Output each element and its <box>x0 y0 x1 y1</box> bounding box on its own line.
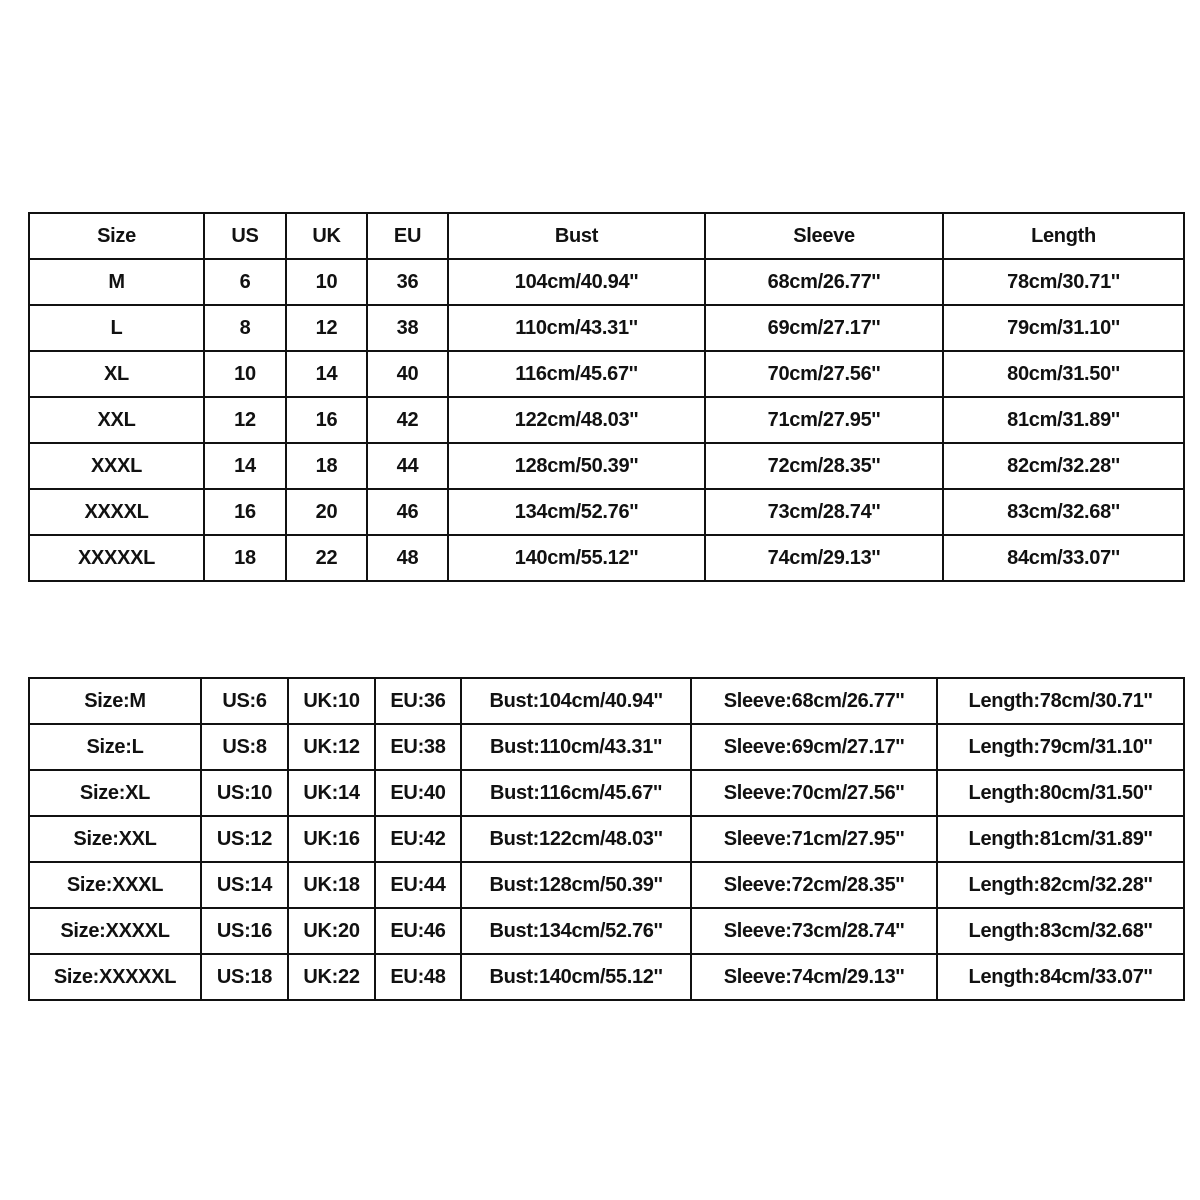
table-cell: Size:XL <box>29 770 201 816</box>
table-cell: 22 <box>286 535 367 581</box>
table-cell: US:18 <box>201 954 288 1000</box>
table-cell: Size:XXXL <box>29 862 201 908</box>
table-row <box>29 724 1184 770</box>
table-row <box>29 489 1184 535</box>
table-cell: UK <box>286 213 367 259</box>
table-cell: 14 <box>204 443 286 489</box>
table-cell: US <box>204 213 286 259</box>
table-cell: US:10 <box>201 770 288 816</box>
table-cell: 16 <box>204 489 286 535</box>
table-cell: UK:18 <box>288 862 375 908</box>
table-cell: US:14 <box>201 862 288 908</box>
table-cell: 40 <box>367 351 448 397</box>
table-cell: Size:XXXXL <box>29 908 201 954</box>
table-row <box>29 816 1184 862</box>
table-cell: XXXXXL <box>29 535 204 581</box>
table-cell: Length:84cm/33.07'' <box>937 954 1184 1000</box>
table-row <box>29 908 1184 954</box>
table-cell: 16 <box>286 397 367 443</box>
table-cell: Size:XXL <box>29 816 201 862</box>
table-cell: UK:16 <box>288 816 375 862</box>
table-cell: Sleeve:73cm/28.74'' <box>691 908 937 954</box>
table-cell: US:16 <box>201 908 288 954</box>
table-row <box>29 535 1184 581</box>
table-cell: 128cm/50.39'' <box>448 443 705 489</box>
table-row <box>29 770 1184 816</box>
table-cell: 81cm/31.89'' <box>943 397 1184 443</box>
table-cell: US:8 <box>201 724 288 770</box>
table-cell: UK:10 <box>288 678 375 724</box>
table-cell: EU:38 <box>375 724 461 770</box>
table-cell: 18 <box>204 535 286 581</box>
table-cell: 116cm/45.67'' <box>448 351 705 397</box>
table-cell: 134cm/52.76'' <box>448 489 705 535</box>
table-cell: Length:81cm/31.89'' <box>937 816 1184 862</box>
table-cell: 73cm/28.74'' <box>705 489 943 535</box>
table-cell: 12 <box>286 305 367 351</box>
table-cell: EU:36 <box>375 678 461 724</box>
table-cell: XXXL <box>29 443 204 489</box>
table-row <box>29 351 1184 397</box>
table-cell: 10 <box>204 351 286 397</box>
table-cell: 36 <box>367 259 448 305</box>
table-cell: Bust:140cm/55.12'' <box>461 954 691 1000</box>
table-cell: EU <box>367 213 448 259</box>
table-row <box>29 305 1184 351</box>
table-cell: Length:79cm/31.10'' <box>937 724 1184 770</box>
table-cell: Sleeve <box>705 213 943 259</box>
table-cell: 44 <box>367 443 448 489</box>
table-cell: 79cm/31.10'' <box>943 305 1184 351</box>
table-row <box>29 397 1184 443</box>
table-cell: 122cm/48.03'' <box>448 397 705 443</box>
table-cell: 10 <box>286 259 367 305</box>
table-cell: UK:14 <box>288 770 375 816</box>
table-cell: 48 <box>367 535 448 581</box>
table-cell: Length:82cm/32.28'' <box>937 862 1184 908</box>
table-cell: Length:80cm/31.50'' <box>937 770 1184 816</box>
table-cell: 83cm/32.68'' <box>943 489 1184 535</box>
table-cell: 72cm/28.35'' <box>705 443 943 489</box>
table-cell: 82cm/32.28'' <box>943 443 1184 489</box>
table-row <box>29 862 1184 908</box>
table-cell: 74cm/29.13'' <box>705 535 943 581</box>
table-cell: 140cm/55.12'' <box>448 535 705 581</box>
size-chart-labeled-table <box>28 677 1185 1001</box>
size-chart-table <box>28 212 1185 582</box>
table-cell: 6 <box>204 259 286 305</box>
table-cell: 104cm/40.94'' <box>448 259 705 305</box>
table-cell: 14 <box>286 351 367 397</box>
table-cell: Bust <box>448 213 705 259</box>
table-cell: 12 <box>204 397 286 443</box>
table-cell: 84cm/33.07'' <box>943 535 1184 581</box>
table-cell: XL <box>29 351 204 397</box>
table-cell: Sleeve:70cm/27.56'' <box>691 770 937 816</box>
table-cell: UK:20 <box>288 908 375 954</box>
table-cell: 46 <box>367 489 448 535</box>
table-cell: Sleeve:74cm/29.13'' <box>691 954 937 1000</box>
table-cell: L <box>29 305 204 351</box>
table-cell: Size:M <box>29 678 201 724</box>
table-cell: 68cm/26.77'' <box>705 259 943 305</box>
table-cell: 38 <box>367 305 448 351</box>
table-cell: 8 <box>204 305 286 351</box>
table-cell: EU:46 <box>375 908 461 954</box>
table-cell: EU:48 <box>375 954 461 1000</box>
table-cell: 71cm/27.95'' <box>705 397 943 443</box>
table-cell: Bust:110cm/43.31'' <box>461 724 691 770</box>
table-cell: 110cm/43.31'' <box>448 305 705 351</box>
table-cell: Size:L <box>29 724 201 770</box>
table-cell: EU:42 <box>375 816 461 862</box>
table-cell: Sleeve:72cm/28.35'' <box>691 862 937 908</box>
table-cell: XXXXL <box>29 489 204 535</box>
table-cell: 70cm/27.56'' <box>705 351 943 397</box>
table-cell: Sleeve:69cm/27.17'' <box>691 724 937 770</box>
table-cell: Size <box>29 213 204 259</box>
table-cell: Length:78cm/30.71'' <box>937 678 1184 724</box>
table-cell: Bust:116cm/45.67'' <box>461 770 691 816</box>
table-cell: Bust:104cm/40.94'' <box>461 678 691 724</box>
table-cell: UK:12 <box>288 724 375 770</box>
table-cell: 20 <box>286 489 367 535</box>
table-cell: EU:40 <box>375 770 461 816</box>
table-cell: 78cm/30.71'' <box>943 259 1184 305</box>
table-cell: 18 <box>286 443 367 489</box>
table-cell: UK:22 <box>288 954 375 1000</box>
table-cell: US:6 <box>201 678 288 724</box>
table-cell: 80cm/31.50'' <box>943 351 1184 397</box>
table-row <box>29 259 1184 305</box>
table-cell: Size:XXXXXL <box>29 954 201 1000</box>
table-cell: M <box>29 259 204 305</box>
table-cell: US:12 <box>201 816 288 862</box>
table-row <box>29 954 1184 1000</box>
table-cell: Length:83cm/32.68'' <box>937 908 1184 954</box>
table-cell: EU:44 <box>375 862 461 908</box>
table-cell: Sleeve:71cm/27.95'' <box>691 816 937 862</box>
table-row <box>29 678 1184 724</box>
table-cell: Length <box>943 213 1184 259</box>
table-row <box>29 443 1184 489</box>
table-cell: XXL <box>29 397 204 443</box>
table-cell: Bust:128cm/50.39'' <box>461 862 691 908</box>
table-cell: Sleeve:68cm/26.77'' <box>691 678 937 724</box>
table-header-row <box>29 213 1184 259</box>
table-cell: Bust:134cm/52.76'' <box>461 908 691 954</box>
table-cell: 69cm/27.17'' <box>705 305 943 351</box>
table-cell: Bust:122cm/48.03'' <box>461 816 691 862</box>
table-cell: 42 <box>367 397 448 443</box>
